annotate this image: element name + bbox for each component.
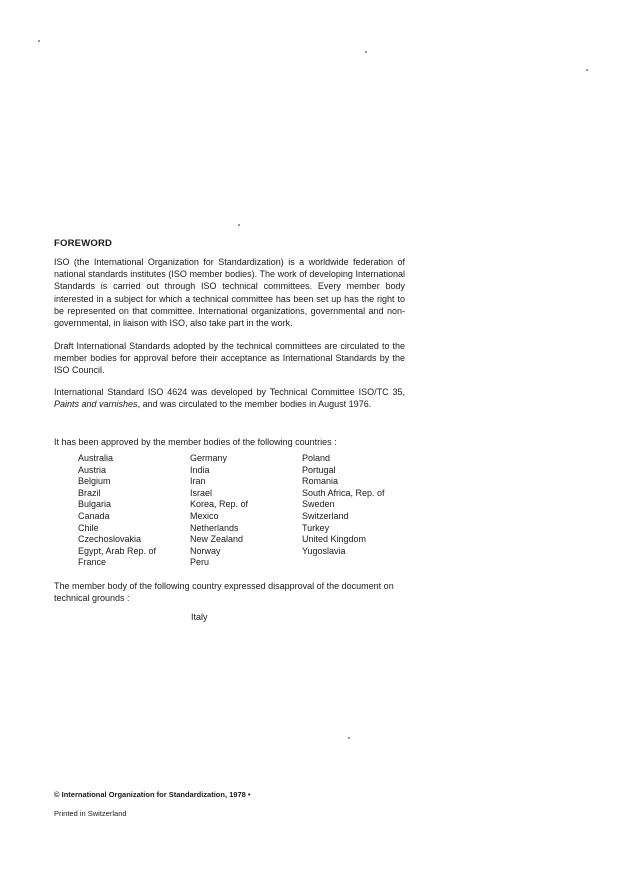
country-item: Yugoslavia	[302, 545, 346, 556]
country-item: France	[78, 557, 107, 568]
country-item: Korea, Rep. of	[190, 499, 249, 510]
committee-title: Paints and varnishes	[54, 399, 138, 410]
countries-column-3	[302, 453, 422, 569]
scan-speck	[365, 51, 367, 53]
country-item: Turkey	[302, 522, 330, 533]
disapproving-country: Italy	[191, 612, 208, 622]
country-item: Belgium	[78, 476, 111, 487]
country-item: New Zealand	[190, 534, 244, 545]
approving-countries-list	[78, 453, 422, 569]
country-item: Austria	[78, 464, 107, 475]
country-item: Canada	[78, 510, 110, 521]
country-item: Chile	[78, 522, 99, 533]
countries-column-2	[190, 453, 302, 569]
country-item: India	[190, 464, 210, 475]
country-item: Romania	[302, 476, 339, 487]
country-item: Egypt, Arab Rep. of	[78, 545, 157, 556]
scan-speck	[586, 69, 588, 71]
country-item: Bulgaria	[78, 499, 112, 510]
para3-before: International Standard ISO 4624 was developed by Technical Committee ISO/TC 35,	[54, 387, 405, 397]
printed-location: Printed in Switzerland	[54, 809, 127, 818]
country-item: Switzerland	[302, 510, 349, 521]
country-item: Czechoslovakia	[78, 534, 142, 545]
country-item: Netherlands	[190, 522, 239, 533]
foreword-paragraph-1: ISO (the International Organization for Standardization) is a worldwide federation of national standards institutes (ISO member bodies). The work of developing International Standards is carried out through ISO technical committees. Every member body interested in a subject for which a technical committee has been set up has the right to be represented on that committee. International organizations, governmental and non-governmental, in liaison with ISO, also take part in the work.	[54, 257, 405, 329]
country-item: Norway	[190, 545, 221, 556]
copyright-notice: © International Organization for Standardization, 1978 •	[54, 790, 251, 799]
country-item: Portugal	[302, 464, 336, 475]
country-item: Australia	[78, 453, 114, 463]
country-item: United Kingdom	[302, 534, 367, 545]
foreword-paragraph-3	[54, 386, 405, 410]
countries-column-1	[78, 453, 190, 569]
foreword-paragraph-2: Draft International Standards adopted by the technical committees are circulated to the member bodies for approval before their acceptance as International Standards by the ISO Council.	[54, 341, 405, 376]
para3-after: , and was circulated to the member bodies in August 1976.	[137, 399, 372, 410]
scan-speck	[238, 224, 240, 226]
scan-speck	[38, 40, 40, 42]
country-item: Israel	[190, 487, 213, 498]
country-item: Iran	[190, 476, 206, 487]
approval-statement: It has been approved by the member bodies of the following countries :	[54, 437, 337, 447]
country-item: Brazil	[78, 487, 101, 498]
scan-speck	[348, 737, 350, 739]
disapproval-statement: The member body of the following country expressed disapproval of the document on technical grounds :	[54, 581, 394, 604]
country-item: Germany	[190, 453, 228, 463]
page-title: FOREWORD	[54, 238, 113, 249]
country-item: South Africa, Rep. of	[302, 487, 385, 498]
country-item: Sweden	[302, 499, 335, 510]
country-item: Poland	[302, 453, 331, 463]
country-item: Mexico	[190, 510, 219, 521]
country-item: Peru	[190, 557, 210, 568]
